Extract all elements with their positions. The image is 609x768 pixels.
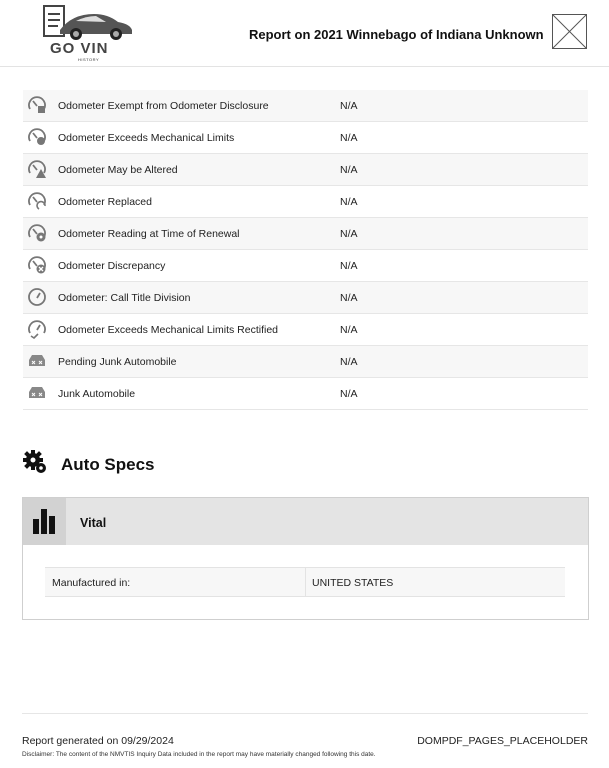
vital-card-header	[23, 498, 588, 545]
report-title: Report on 2021 Winnebago of Indiana Unknown	[249, 27, 544, 42]
junk-car-icon	[27, 383, 47, 403]
list-item	[23, 218, 588, 250]
logo-text: GO VIN	[50, 40, 109, 57]
list-item	[23, 90, 588, 122]
odometer-replaced-icon	[27, 191, 47, 211]
auto-specs-heading	[22, 449, 322, 479]
page-placeholder: DOMPDF_PAGES_PLACEHOLDER	[417, 735, 588, 747]
row-label: Odometer: Call Title Division	[58, 292, 191, 304]
list-item	[23, 346, 588, 378]
row-label: Odometer Exceeds Mechanical Limits Rectified	[58, 324, 279, 336]
close-icon[interactable]	[552, 14, 587, 49]
table-row	[45, 567, 565, 597]
odometer-warning-icon	[27, 159, 47, 179]
row-label: Odometer Exempt from Odometer Disclosure	[58, 100, 269, 112]
row-value: N/A	[340, 164, 358, 176]
row-value: N/A	[340, 196, 358, 208]
bar-chart-icon	[23, 498, 66, 545]
row-value: N/A	[340, 388, 358, 400]
row-label: Junk Automobile	[58, 388, 136, 400]
row-label: Odometer Discrepancy	[58, 260, 166, 272]
report-generated-date: Report generated on 09/29/2024	[22, 735, 174, 747]
spec-value: UNITED STATES	[312, 577, 394, 589]
row-value: N/A	[340, 260, 358, 272]
row-label: Odometer May be Altered	[58, 164, 178, 176]
odometer-call-icon	[27, 287, 47, 307]
odometer-renewal-icon	[27, 223, 47, 243]
row-value: N/A	[340, 228, 358, 240]
odometer-exceeds-icon	[27, 127, 47, 147]
list-item	[23, 154, 588, 186]
row-value: N/A	[340, 356, 358, 368]
row-label: Odometer Replaced	[58, 196, 152, 208]
logo-subtext: HISTORY	[78, 57, 100, 62]
disclaimer: Disclaimer: The content of the NMVTIS Inquiry Data included in the report may have materially changed following this date.	[22, 751, 376, 758]
footer-divider	[22, 713, 588, 714]
row-value: N/A	[340, 324, 358, 336]
vital-icon-box	[23, 498, 66, 545]
row-label: Odometer Exceeds Mechanical Limits	[58, 132, 235, 144]
vital-card	[22, 497, 589, 620]
row-value: N/A	[340, 132, 358, 144]
report-header	[0, 0, 609, 67]
row-label: Pending Junk Automobile	[58, 356, 177, 368]
junk-car-icon	[27, 351, 47, 371]
list-item	[23, 314, 588, 346]
odometer-list	[23, 90, 588, 410]
list-item	[23, 186, 588, 218]
row-label: Odometer Reading at Time of Renewal	[58, 228, 240, 240]
section-title: Auto Specs	[61, 455, 155, 474]
odometer-rectified-icon	[27, 319, 47, 339]
list-item	[23, 378, 588, 410]
govin-logo[interactable]	[42, 4, 134, 62]
list-item	[23, 282, 588, 314]
row-value: N/A	[340, 100, 358, 112]
car-logo-icon	[42, 4, 134, 44]
list-item	[23, 122, 588, 154]
spec-key: Manufactured in:	[52, 577, 131, 589]
vital-label: Vital	[80, 516, 107, 530]
row-value: N/A	[340, 292, 358, 304]
cell-divider	[305, 568, 306, 596]
odometer-exempt-icon	[27, 95, 47, 115]
odometer-discrepancy-icon	[27, 255, 47, 275]
gear-icon	[22, 449, 48, 475]
list-item	[23, 250, 588, 282]
